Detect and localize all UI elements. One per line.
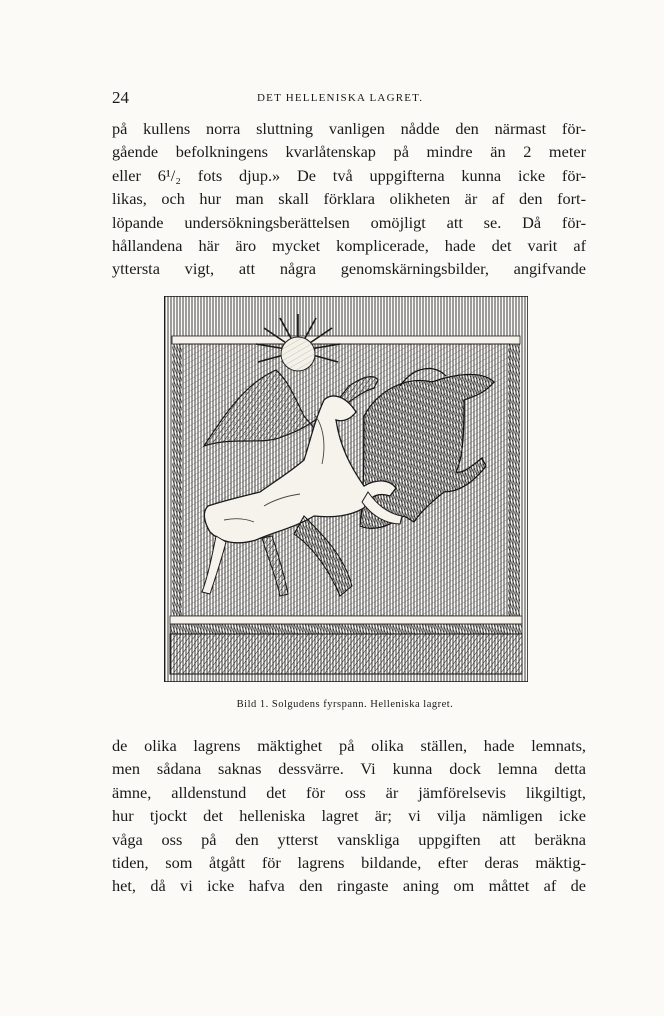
text-line: likas, och hur man skall förklara olikheten är af den fort-: [112, 189, 586, 209]
text-line: löpande undersökningsberättelsen omöjligt att se. Då för-: [112, 212, 586, 232]
text-line: ämne, alldenstund det för oss är jämförelsevis likgiltigt,: [112, 782, 586, 802]
page-number: 24: [112, 88, 129, 107]
text-line: hållandena här äro mycket komplicerade, hade det varit af: [112, 235, 586, 255]
figure-caption: Bild 1. Solgudens fyrspann. Helleniska lagret.: [236, 699, 454, 710]
text-line: eller 6¹/₂ fots djup.» De två uppgifterna kunna icke för-: [112, 165, 586, 185]
text-line: på kullens norra sluttning vanligen nådde den närmast för-: [112, 119, 586, 138]
paragraph-top: [112, 117, 586, 281]
running-title: DET HELLENISKA LAGRET.: [257, 92, 424, 104]
paragraph-bottom: [112, 734, 586, 898]
text-line: men sådana saknas dessvärre. Vi kunna dock lemna detta: [112, 759, 586, 779]
text-line: het, då vi icke hafva den ringaste aning om måttet af de: [112, 876, 586, 896]
text-line: tiden, som åtgått för lagrens bildande, efter deras mäktig-: [112, 852, 586, 872]
text-line: våga oss på den ytterst vanskliga uppgiften att beräkna: [112, 829, 586, 849]
text-line: hur tjockt det helleniska lagret är; vi vilja nämligen icke: [112, 806, 586, 826]
text-line: yttersta vigt, att några genomskärningsbilder, angifvande: [112, 259, 586, 279]
relief-engraving: [164, 296, 528, 682]
text-line: gående befolkningens kvarlåtenskap på mindre än 2 meter: [112, 142, 586, 162]
page-header: [112, 88, 592, 110]
text-line: de olika lagrens mäktighet på olika ställen, hade lemnats,: [112, 736, 586, 755]
